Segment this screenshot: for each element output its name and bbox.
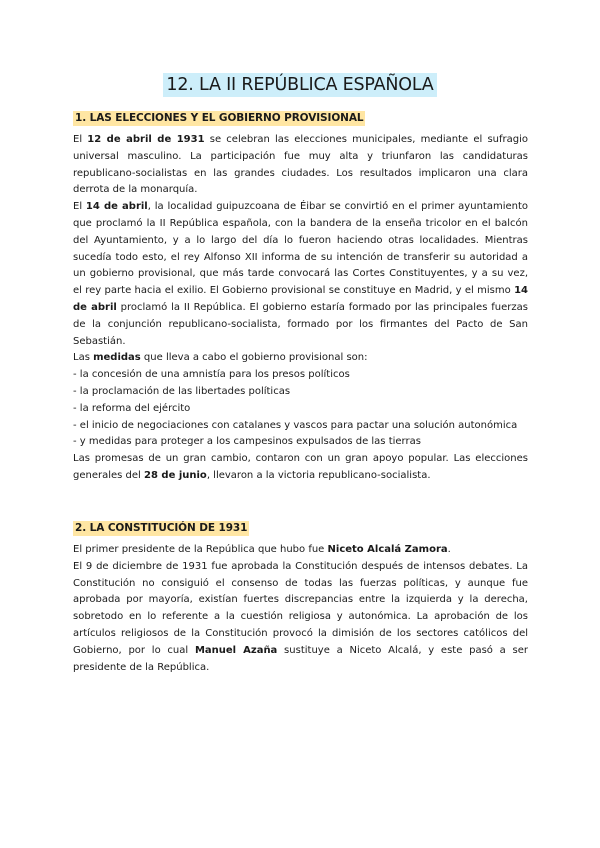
text-span: se celebran las elecciones municipales, mediante el sufragio universal masculino. La participación fue muy alta y triunfaron las candidaturas republicano-socialistas en las grandes ciudades. Los resultados implicaron una clara derrota de la monarquía. [73,134,528,196]
bold-date: 14 de abril [73,285,528,313]
text-span: proclamó la II República. El gobierno estaría formado por las principales fuerzas de la conjunción republicano-socialista, formado por los firmantes del Pacto de San Sebastián. [73,301,528,347]
text-span: El [73,201,86,213]
text-span: El primer presidente de la República que hubo fue [73,544,328,555]
section-2-paragraph-2 [73,559,528,677]
section-2-heading: 2. LA CONSTITUCIÓN DE 1931 [75,522,248,534]
bold-date: 14 de abril [85,201,148,213]
bold-name: Manuel Azaña [194,644,278,656]
measure-item: - y medidas para proteger a los campesinos expulsados de las tierras [73,436,421,448]
section-2-paragraph-1 [73,542,528,559]
bold-date: 28 de junio [144,469,207,481]
section-1 [73,106,528,485]
measure-item: - la reforma del ejército [73,402,191,414]
text-span: Las [73,352,94,364]
text-span: , la localidad guipuzcoana de Éibar se convirtió en el primer ayuntamiento que proclamó la II República española, con la bandera de la enseña tricolor en el balcón del Ayuntamiento, y a lo largo del día lo fueron haciendo otras localidades. Mientras sucedía todo esto, el rey Alfonso XII informa de su intención de transferir su autoridad a un gobierno provisional, que más tarde convocará las Cortes Constituyentes, y a su vez, el rey parte hacia el exilio. El Gobierno provisional se constituye en Madrid, y el mismo [73,201,528,297]
text-span: . [447,544,451,555]
page-title: 12. LA II REPÚBLICA ESPAÑOLA [163,73,436,97]
measure-item: - la proclamación de las libertades políticas [73,385,291,397]
section-1-heading: 1. LAS ELECCIONES Y EL GOBIERNO PROVISIONAL [75,112,364,124]
bold-name: Niceto Alcalá Zamora [327,544,448,555]
text-span: que lleva a cabo el gobierno provisional son: [140,352,368,364]
measure-item: - el inicio de negociaciones con catalanes y vascos para pactar una solución autonómica [73,419,518,431]
section-1-paragraph-3 [73,350,528,367]
text-span: Las promesas de un gran cambio, contaron con un gran apoyo popular. Las elecciones generales del [73,453,528,481]
measure-item: - la concesión de una amnistía para los presos políticos [73,369,350,381]
title-wrap [0,73,600,97]
text-span: El [73,134,88,145]
section-1-paragraph-4 [73,451,528,485]
bold-term: medidas [93,352,141,364]
text-span: El 9 de diciembre de 1931 fue aprobada la Constitución después de intensos debates. La Constitución no consiguió el consenso de todas las fuerzas políticas, y aunque fue aprobada por mayoría, existían fuertes discrepancias entre la izquierda y la derecha, sobretodo en lo referente a la cuestión religiosa y autonómica. La aprobación de los artículos religiosos de la Constitución provocó la dimisión de los sectores católicos del Gobierno, por lo cual [73,560,528,656]
section-2 [73,516,528,676]
section-1-paragraph-1 [73,132,528,199]
text-span: , llevaron a la victoria republicano-socialista. [206,469,431,481]
section-1-paragraph-2 [73,199,528,350]
bold-date: 12 de abril de 1931 [87,134,205,145]
text-span: sustituye a Niceto Alcalá, y este pasó a ser presidente de la República. [73,644,528,673]
